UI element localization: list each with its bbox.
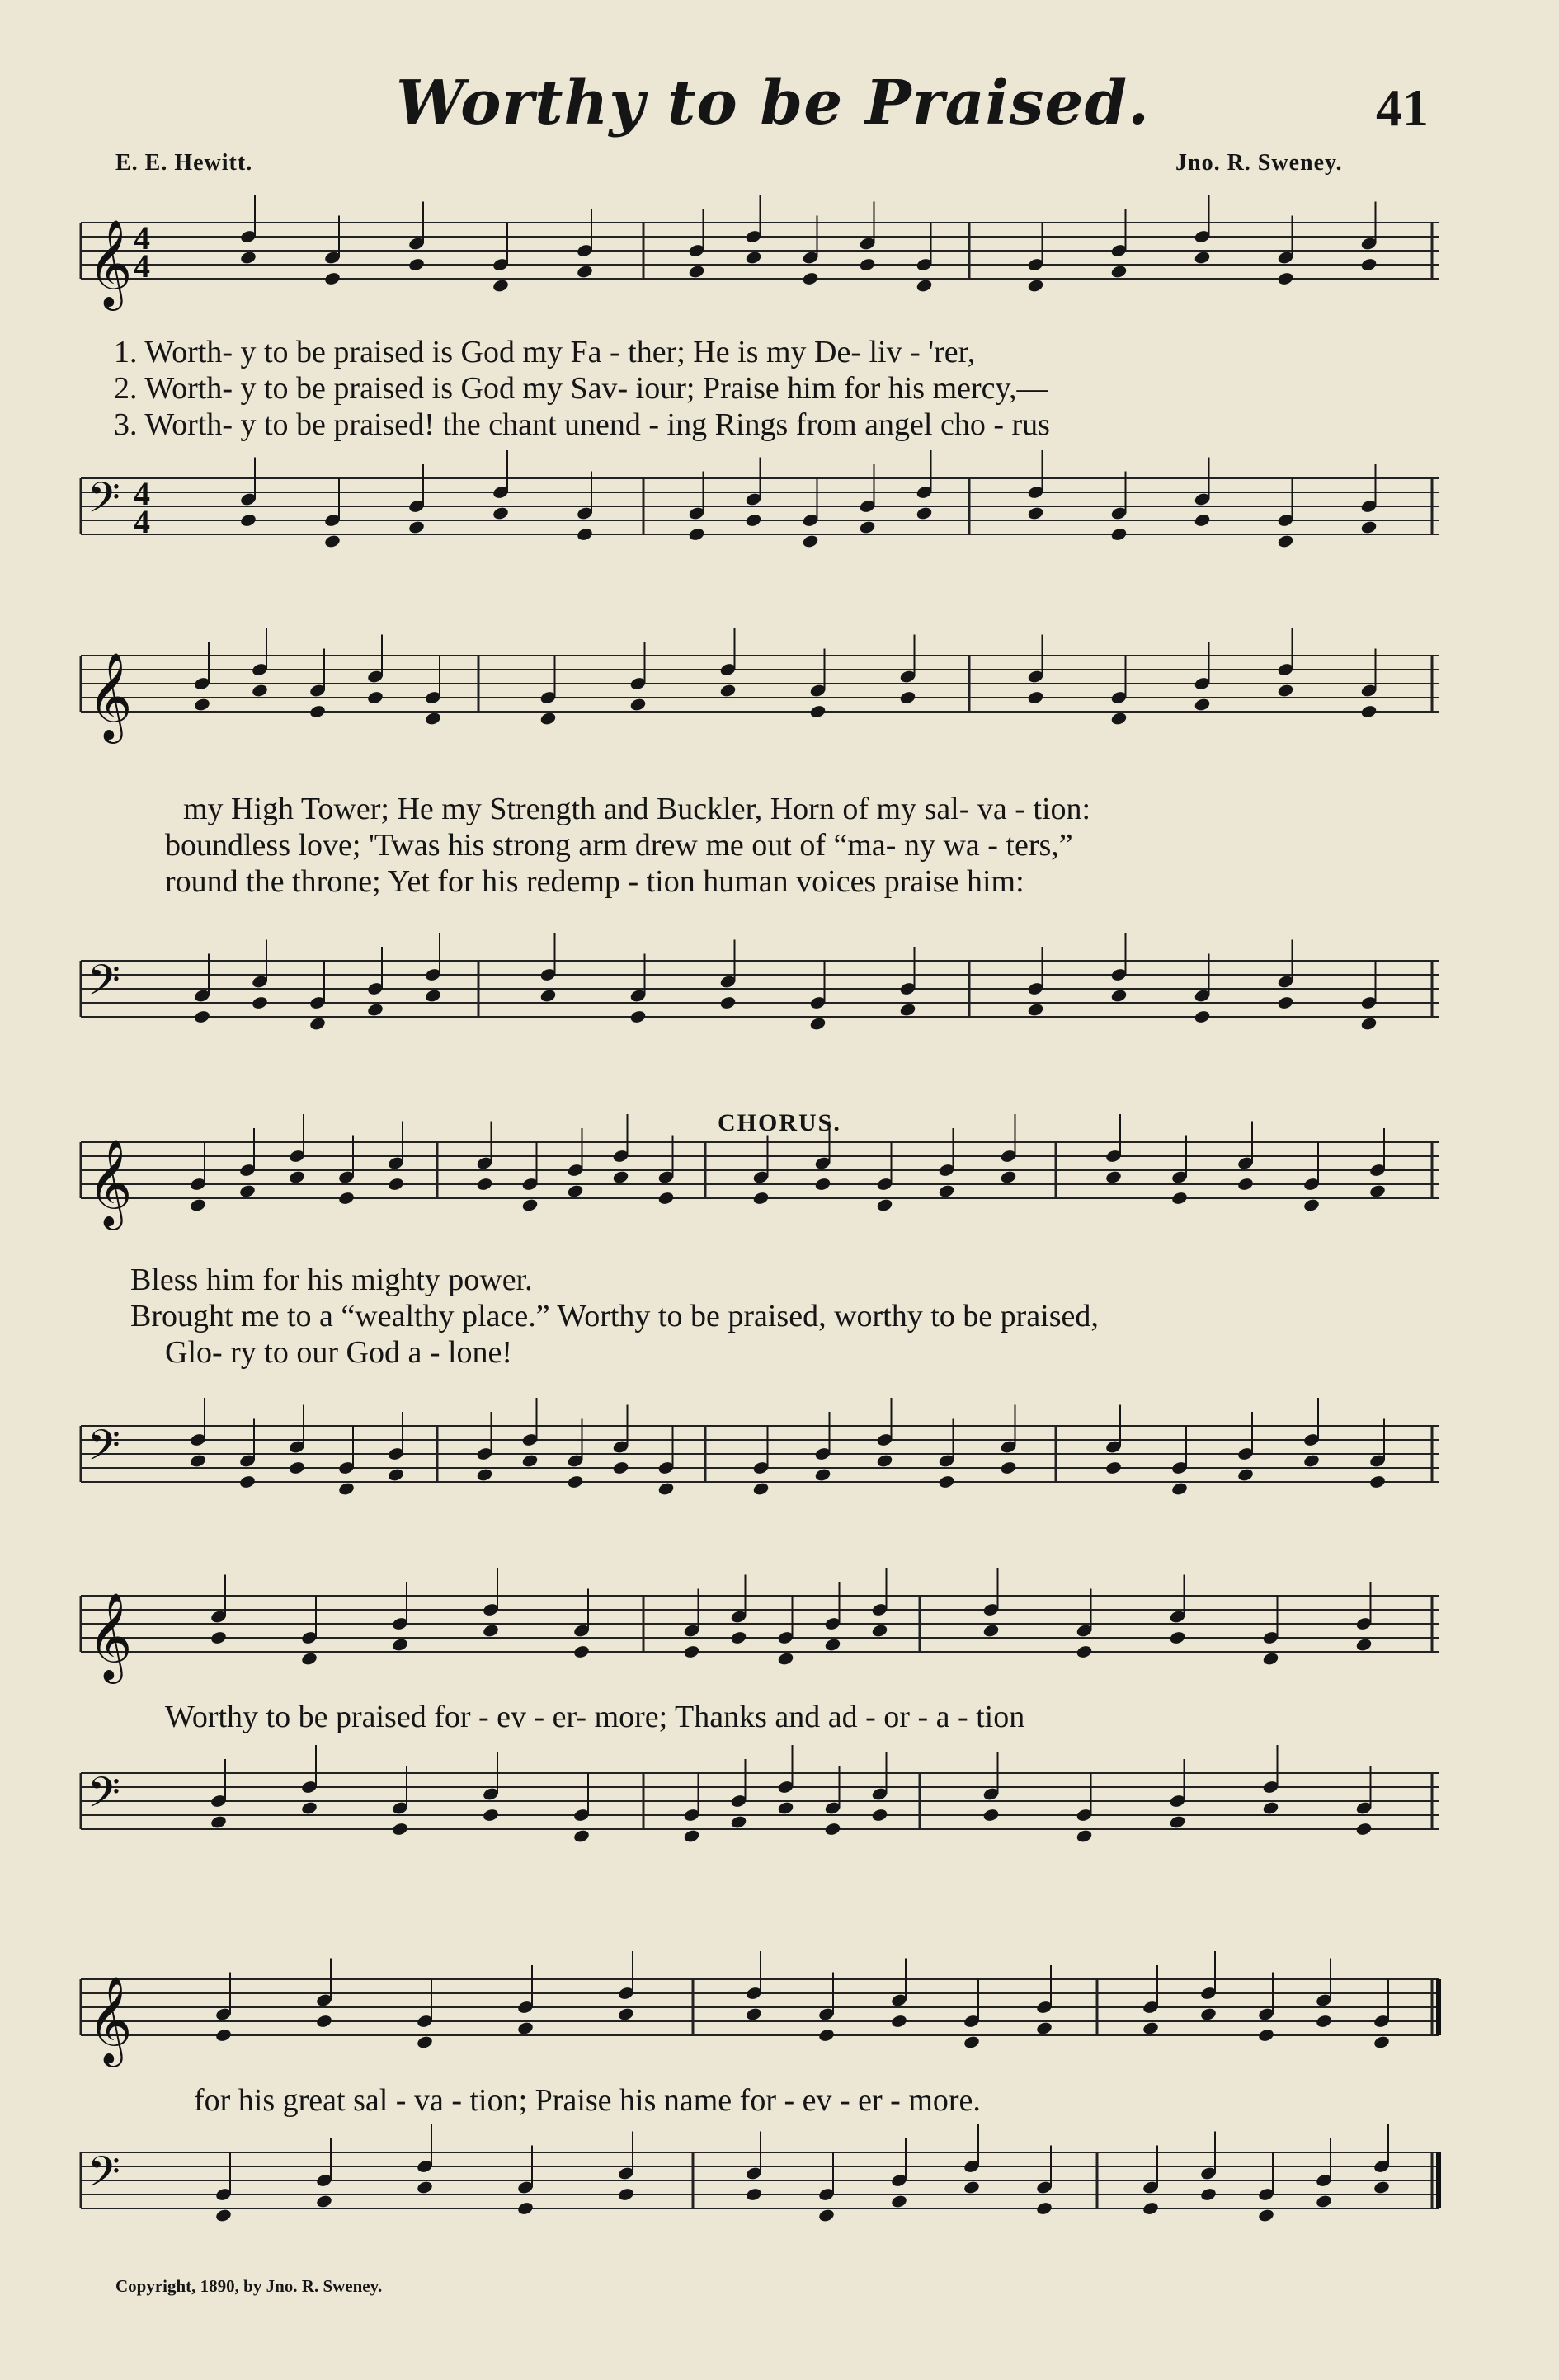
time-signature-top: 4 [134, 475, 150, 512]
bass-clef-icon: 𝄢 [87, 955, 120, 1015]
notehead [1236, 1467, 1254, 1482]
lyric-line-2-verse-2: boundless love; 'Twas his strong arm drew me out of “ma- ny wa - ters,” [165, 828, 1073, 863]
notehead [1368, 1475, 1386, 1489]
notehead [1194, 1009, 1211, 1024]
notehead [777, 1800, 794, 1815]
music-system-4 [74, 1571, 1444, 1901]
notehead [337, 1481, 355, 1496]
notehead [1142, 2201, 1159, 2216]
notehead [871, 1808, 888, 1823]
notehead [521, 1453, 539, 1468]
notehead [238, 1475, 256, 1489]
notehead [210, 1814, 227, 1829]
music-system-3 [74, 1109, 1444, 1513]
notehead [745, 513, 762, 528]
notehead [407, 520, 425, 534]
notehead [916, 506, 933, 520]
notehead [288, 1460, 305, 1475]
notehead [1110, 988, 1128, 1003]
lyric-line-5: for his great sal - va - tion; Praise his name for - ev - er - more. [194, 2083, 981, 2118]
notehead [1027, 506, 1044, 520]
notehead [366, 1002, 384, 1017]
lyric-line-1-verse-2: 2. Worth- y to be praised is God my Sav- iour; Praise him for his mercy,— [114, 371, 1048, 406]
notehead [214, 2208, 232, 2222]
notehead [982, 1808, 1000, 1823]
notehead [476, 1467, 493, 1482]
page-number: 41 [1376, 78, 1429, 137]
music-system-2 [74, 639, 1444, 1060]
notehead [683, 1828, 700, 1843]
notehead [189, 1453, 206, 1468]
notehead [1302, 1453, 1320, 1468]
notehead [1035, 2201, 1053, 2216]
music-system-1 [74, 198, 1444, 594]
treble-clef-icon: 𝄞 [87, 1592, 133, 1680]
notehead [315, 2194, 332, 2208]
notehead [1000, 1460, 1017, 1475]
notehead [323, 534, 341, 548]
copyright-notice: Copyright, 1890, by Jno. R. Sweney. [115, 2276, 383, 2296]
notehead [745, 2187, 762, 2202]
notehead [1277, 995, 1294, 1010]
notehead [1170, 1481, 1188, 1496]
notehead [539, 988, 557, 1003]
bass-staff-4 [74, 1571, 1444, 1901]
notehead [1262, 1800, 1279, 1815]
notehead [251, 995, 268, 1010]
notehead [824, 1822, 841, 1837]
notehead [890, 2194, 907, 2208]
notehead [1199, 2187, 1217, 2202]
notehead [1355, 1822, 1373, 1837]
time-signature-bottom: 4 [134, 503, 150, 540]
notehead [814, 1467, 831, 1482]
notehead [817, 2208, 835, 2222]
treble-clef-icon: 𝄞 [87, 1975, 133, 2063]
notehead [752, 1481, 770, 1496]
notehead [482, 1808, 499, 1823]
notehead [876, 1453, 893, 1468]
notehead [239, 513, 257, 528]
notehead [1027, 1002, 1044, 1017]
notehead [309, 1016, 326, 1031]
lyric-line-3-verse-2: Brought me to a “wealthy place.” Worthy to be praised, worthy to be praised, [130, 1299, 1099, 1333]
lyric-line-2-verse-3: round the throne; Yet for his redemp - tion human voices praise him: [165, 864, 1024, 899]
notehead [1104, 1460, 1122, 1475]
notehead [809, 1016, 827, 1031]
notehead [612, 1460, 629, 1475]
notehead [1277, 534, 1294, 548]
notehead [1169, 1814, 1186, 1829]
notehead [1194, 513, 1211, 528]
notehead [899, 1002, 916, 1017]
notehead [1110, 527, 1128, 542]
notehead [567, 1475, 584, 1489]
notehead [572, 1828, 590, 1843]
notehead [719, 995, 737, 1010]
notehead [1315, 2194, 1332, 2208]
notehead [387, 1467, 404, 1482]
notehead [1373, 2180, 1390, 2194]
notehead [859, 520, 876, 534]
notehead [730, 1814, 747, 1829]
time-signature-top: 4 [134, 219, 150, 256]
lyric-line-1-verse-1: 1. Worth- y to be praised is God my Fa - ther; He is my De- liv - 'rer, [114, 335, 976, 369]
notehead [617, 2187, 634, 2202]
notehead [424, 988, 441, 1003]
lyric-line-4: Worthy to be praised for - ev - er- more; Thanks and ad - or - a - tion [165, 1700, 1025, 1734]
lyricist-credit: E. E. Hewitt. [115, 150, 253, 176]
notehead [1076, 1828, 1093, 1843]
treble-clef-icon: 𝄞 [87, 1138, 133, 1226]
notehead [802, 534, 819, 548]
time-signature-bottom: 4 [134, 247, 150, 285]
chorus-label: CHORUS. [718, 1109, 841, 1136]
notehead [629, 1009, 647, 1024]
notehead [657, 1481, 675, 1496]
notehead [1257, 2208, 1274, 2222]
notehead [1360, 1016, 1378, 1031]
treble-clef-icon: 𝄞 [87, 219, 133, 307]
bass-clef-icon: 𝄢 [87, 2147, 120, 2207]
notehead [688, 527, 705, 542]
lyric-line-3-verse-3: Glo- ry to our God a - lone! [165, 1335, 513, 1370]
lyric-line-2-verse-1: my High Tower; He my Strength and Buckler, Horn of my sal- va - tion: [183, 792, 1091, 826]
lyric-line-1-verse-3: 3. Worth- y to be praised! the chant unend - ing Rings from angel cho - rus [114, 407, 1050, 442]
treble-clef-icon: 𝄞 [87, 651, 133, 740]
composer-credit: Jno. R. Sweney. [1175, 150, 1343, 176]
notehead [516, 2201, 534, 2216]
notehead [963, 2180, 980, 2194]
notehead [576, 527, 593, 542]
lyric-line-3-verse-1: Bless him for his mighty power. [130, 1263, 533, 1297]
bass-clef-icon: 𝄢 [87, 1767, 120, 1827]
notehead [391, 1822, 408, 1837]
notehead [938, 1475, 955, 1489]
notehead [193, 1009, 210, 1024]
notehead [416, 2180, 433, 2194]
notehead [1360, 520, 1378, 534]
hymn-title: Worthy to be Praised. [396, 68, 1150, 139]
notehead [492, 506, 509, 520]
bass-clef-icon: 𝄢 [87, 1420, 120, 1480]
music-system-5 [74, 1946, 1444, 2276]
bass-clef-icon: 𝄢 [87, 473, 120, 533]
notehead [300, 1800, 318, 1815]
